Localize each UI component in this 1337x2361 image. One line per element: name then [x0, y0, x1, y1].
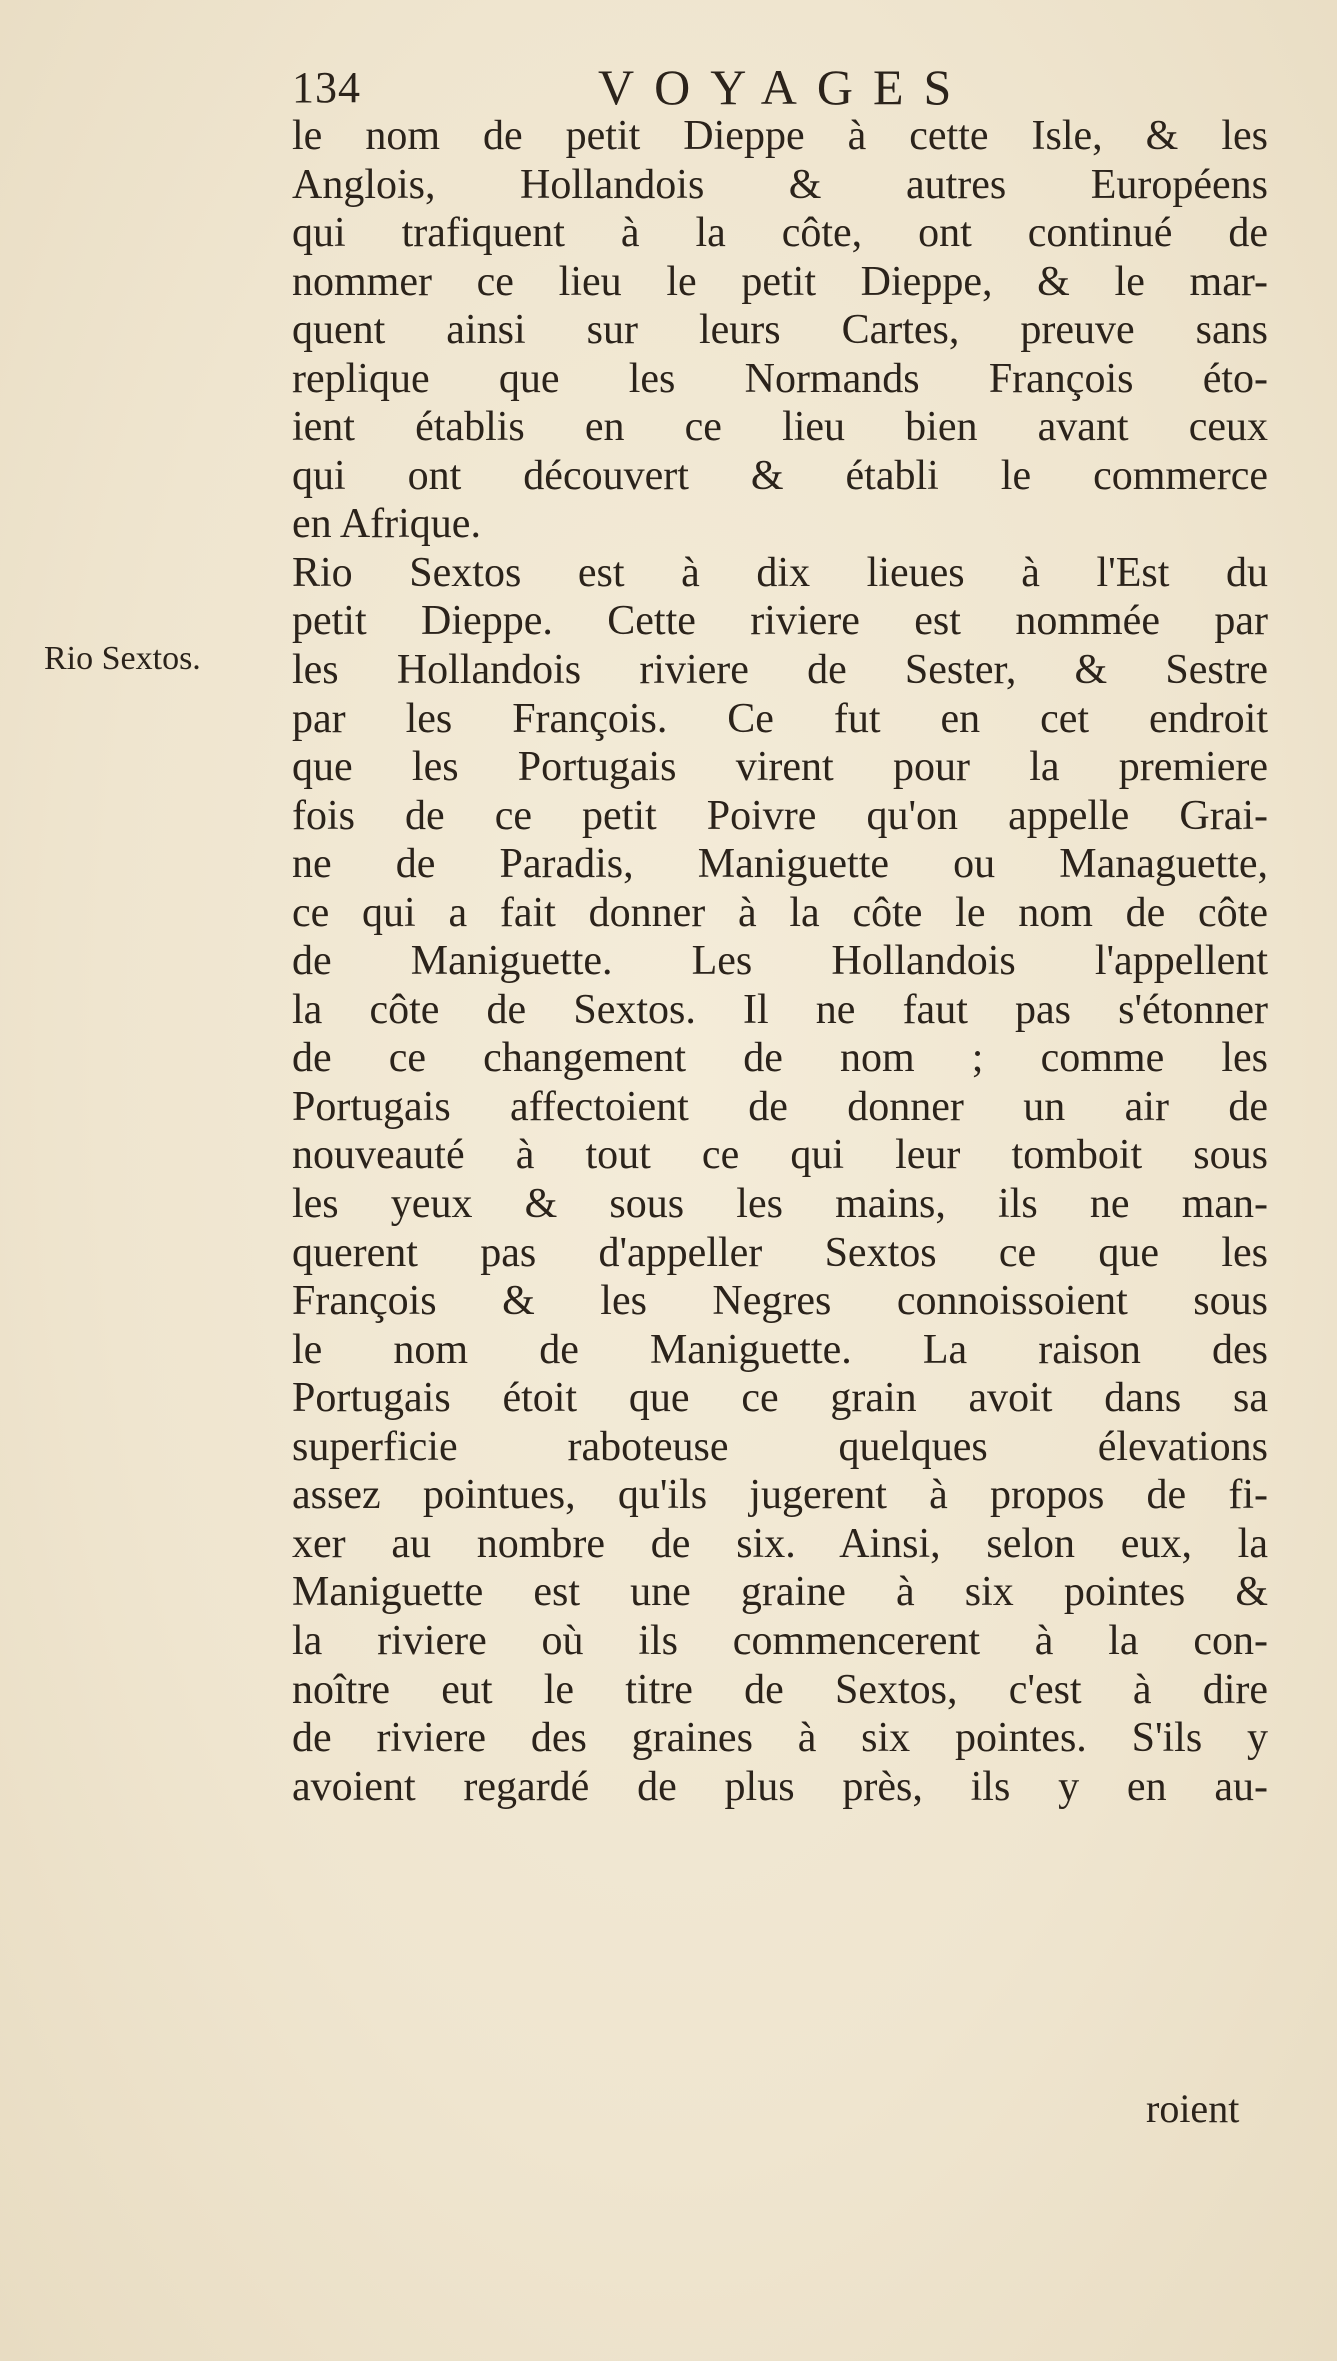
- text-line: qui trafiquent à la côte, ont continué de: [292, 210, 1268, 257]
- text-line: le nom de petit Dieppe à cette Isle, & les: [292, 113, 1268, 159]
- body-text: [292, 112, 1268, 1811]
- text-line: nommer ce lieu le petit Dieppe, & le mar-: [292, 258, 1268, 305]
- text-line: ne de Paradis, Maniguette ou Managuette,: [292, 841, 1268, 888]
- text-line: replique que les Normands François éto-: [292, 355, 1268, 402]
- text-line: la côte de Sextos. Il ne faut pas s'étonner: [292, 986, 1268, 1033]
- text-line: fois de ce petit Poivre qu'on appelle Grai-: [292, 792, 1268, 839]
- page-header: [292, 58, 1052, 118]
- text-line: de riviere des graines à six pointes. S'ils y: [292, 1715, 1268, 1762]
- text-line: assez pointues, qu'ils jugerent à propos de fi-: [292, 1472, 1268, 1519]
- text-line: Rio Sextos est à dix lieues à l'Est du: [292, 549, 1268, 596]
- text-line: querent pas d'appeller Sextos ce que les: [292, 1229, 1268, 1276]
- text-line: les Hollandois riviere de Sester, & Sestre: [292, 647, 1268, 694]
- running-title: VOYAGES: [598, 59, 972, 115]
- text-line: de Maniguette. Les Hollandois l'appellent: [292, 938, 1268, 985]
- text-line: quent ainsi sur leurs Cartes, preuve sans: [292, 307, 1268, 354]
- text-line: nouveauté à tout ce qui leur tomboit sous: [292, 1132, 1268, 1179]
- text-line: le nom de Maniguette. La raison des: [292, 1326, 1268, 1373]
- text-line: petit Dieppe. Cette riviere est nommée par: [292, 598, 1268, 645]
- margin-note: Rio Sextos.: [44, 640, 201, 677]
- text-line: avoient regardé de plus près, ils y en au-: [292, 1763, 1268, 1810]
- text-line: que les Portugais virent pour la premiere: [292, 744, 1268, 791]
- text-line: en Afrique.: [292, 501, 481, 548]
- text-line: François & les Negres connoissoient sous: [292, 1278, 1268, 1325]
- text-line: xer au nombre de six. Ainsi, selon eux, la: [292, 1520, 1268, 1567]
- text-line: les yeux & sous les mains, ils ne man-: [292, 1181, 1268, 1228]
- page-number: 134: [292, 63, 361, 112]
- text-line: superficie raboteuse quelques élevations: [292, 1423, 1268, 1470]
- text-line: la riviere où ils commencerent à la con-: [292, 1617, 1268, 1664]
- text-line: Portugais étoit que ce grain avoit dans sa: [292, 1375, 1268, 1422]
- text-line: par les François. Ce fut en cet endroit: [292, 695, 1268, 742]
- text-line: Portugais affectoient de donner un air de: [292, 1083, 1268, 1130]
- text-line: de ce changement de nom ; comme les: [292, 1035, 1268, 1082]
- text-line: ient établis en ce lieu bien avant ceux: [292, 404, 1268, 451]
- text-line: noître eut le titre de Sextos, c'est à dire: [292, 1666, 1268, 1713]
- text-line: Maniguette est une graine à six pointes &: [292, 1569, 1268, 1616]
- text-line: Anglois, Hollandois & autres Européens: [292, 161, 1268, 208]
- text-line: qui ont découvert & établi le commerce: [292, 452, 1268, 499]
- catchword: roient: [1146, 2086, 1240, 2131]
- text-line: ce qui a fait donner à la côte le nom de côte: [292, 889, 1268, 936]
